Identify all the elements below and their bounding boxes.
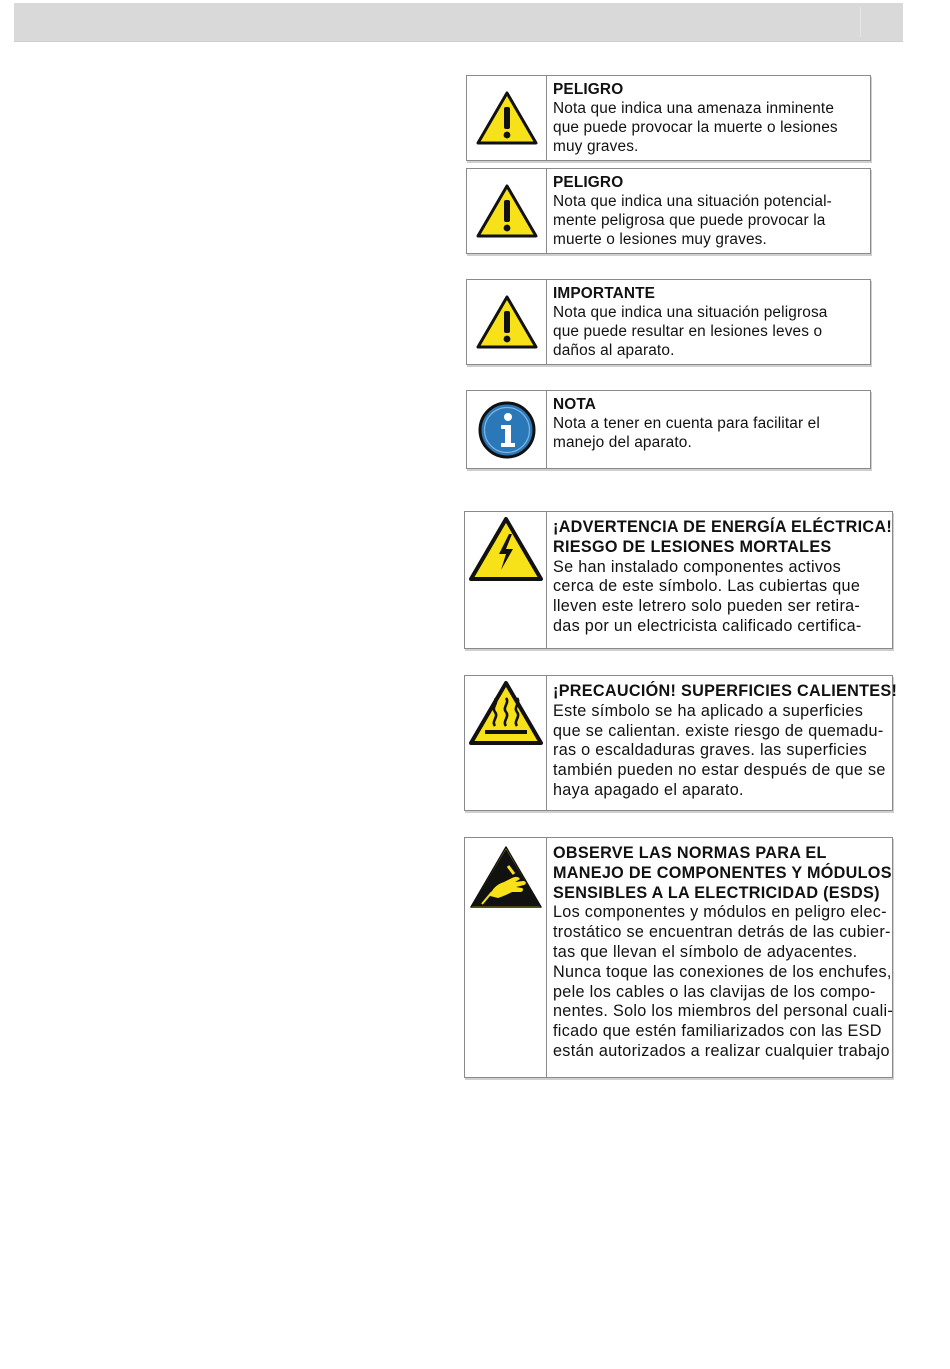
notice-text bbox=[553, 682, 898, 801]
notice-icon-cell bbox=[467, 280, 547, 364]
notice-text bbox=[553, 173, 866, 249]
notice-line: muerte o lesiones muy graves. bbox=[553, 231, 767, 248]
notice-line: Nota que indica una situación peligrosa bbox=[553, 304, 828, 321]
notice-line: están autorizados a realizar cualquier trabajo bbox=[553, 1041, 890, 1060]
notice-line: das por un electricista calificado certifica- bbox=[553, 616, 862, 635]
notice-line: ficado que estén familiarizados con las ESD bbox=[553, 1022, 882, 1041]
notice-peligro-potencial bbox=[466, 168, 871, 254]
notice-line: que se calientan. existe riesgo de quemadu- bbox=[553, 721, 884, 740]
notice-line: nentes. Solo los miembros del personal cuali- bbox=[553, 1002, 894, 1021]
notice-line: daños al aparato. bbox=[553, 342, 675, 359]
esd-sensitive-icon bbox=[468, 844, 544, 910]
notice-title: SENSIBLES A LA ELECTRICIDAD (ESDS) bbox=[553, 883, 880, 902]
notice-text bbox=[553, 284, 866, 360]
notice-esds bbox=[464, 837, 893, 1078]
notice-line: trostático se encuentran detrás de las cubier- bbox=[553, 923, 891, 942]
warning-triangle-icon bbox=[475, 294, 539, 350]
notice-title: PELIGRO bbox=[553, 174, 624, 191]
notice-line: manejo del aparato. bbox=[553, 434, 692, 451]
notice-line: Los componentes y módulos en peligro elec- bbox=[553, 903, 887, 922]
notice-line: lleven este letrero solo pueden ser retira- bbox=[553, 597, 861, 616]
notice-title: ¡ADVERTENCIA DE ENERGÍA ELÉCTRICA! bbox=[553, 518, 893, 536]
notice-line: Nota que indica una situación potencial- bbox=[553, 193, 832, 210]
notice-text bbox=[553, 395, 866, 452]
notice-line: ras o escaldaduras graves. las superficies bbox=[553, 741, 868, 760]
warning-triangle-icon bbox=[475, 183, 539, 239]
notice-icon-cell bbox=[467, 169, 547, 253]
notice-icon-cell bbox=[467, 76, 547, 160]
notice-line: Nunca toque las conexiones de los enchufes, bbox=[553, 962, 892, 981]
notice-line: haya apagado el aparato. bbox=[553, 780, 744, 799]
notice-nota bbox=[466, 390, 871, 469]
notice-title: RIESGO DE LESIONES MORTALES bbox=[553, 537, 832, 556]
notice-line: que puede resultar en lesiones leves o bbox=[553, 323, 823, 340]
notice-icon-cell bbox=[465, 512, 547, 648]
notice-superficies-calientes bbox=[464, 675, 898, 811]
notice-title: ¡PRECAUCIÓN! SUPERFICIES CALIENTES! bbox=[553, 682, 898, 700]
header-divider bbox=[860, 7, 861, 37]
notice-line: Nota a tener en cuenta para facilitar el bbox=[553, 415, 820, 432]
notice-icon-cell bbox=[465, 838, 547, 1077]
notice-line: muy graves. bbox=[553, 138, 639, 155]
notice-line: cerca de este símbolo. Las cubiertas que bbox=[553, 577, 861, 596]
notice-icon-cell bbox=[465, 676, 547, 810]
notice-title: PELIGRO bbox=[553, 81, 624, 98]
notice-line: Este símbolo se ha aplicado a superficies bbox=[553, 701, 864, 720]
notice-peligro-inminente bbox=[466, 75, 871, 161]
notice-title: NOTA bbox=[553, 396, 597, 413]
warning-triangle-icon bbox=[475, 90, 539, 146]
notice-energia-electrica bbox=[464, 511, 893, 649]
notice-title: OBSERVE LAS NORMAS PARA EL bbox=[553, 844, 827, 862]
notice-title: MANEJO DE COMPONENTES Y MÓDULOS bbox=[553, 863, 892, 882]
notice-importante bbox=[466, 279, 871, 365]
notice-line: pele los cables o las clavijas de los compo- bbox=[553, 982, 876, 1001]
notice-title: IMPORTANTE bbox=[553, 285, 656, 302]
notice-icon-cell bbox=[467, 391, 547, 468]
notice-text bbox=[553, 80, 866, 156]
notice-line: que puede provocar la muerte o lesiones bbox=[553, 119, 838, 136]
notice-text bbox=[553, 844, 894, 1062]
notice-line: también pueden no estar después de que se bbox=[553, 761, 886, 780]
notice-text bbox=[553, 518, 893, 637]
notice-line: tas que llevan el símbolo de adyacentes. bbox=[553, 942, 858, 961]
page-header-bar bbox=[14, 3, 903, 42]
electrical-hazard-icon bbox=[468, 516, 544, 582]
notice-line: Nota que indica una amenaza inminente bbox=[553, 100, 835, 117]
notice-line: Se han instalado componentes activos bbox=[553, 557, 841, 576]
notice-line: mente peligrosa que puede provocar la bbox=[553, 212, 826, 229]
info-circle-icon bbox=[477, 400, 537, 460]
hot-surface-icon bbox=[468, 680, 544, 746]
